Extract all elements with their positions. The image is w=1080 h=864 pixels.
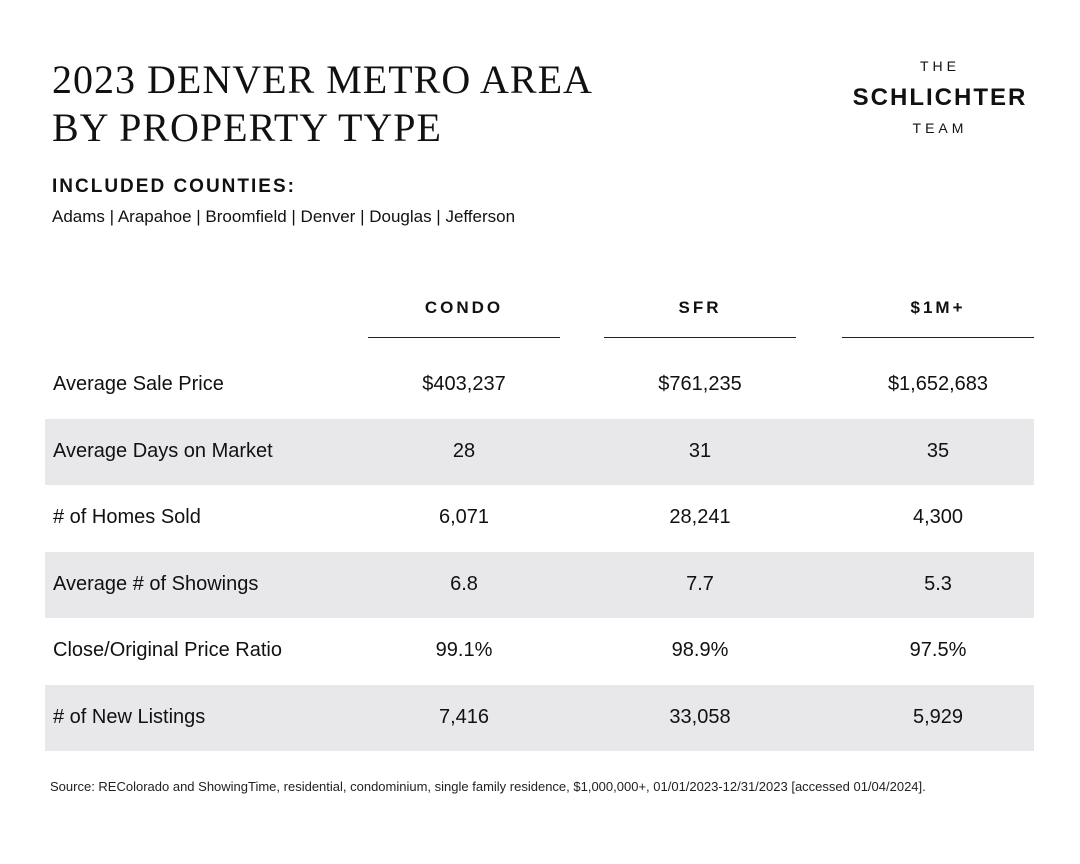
title-line-1: 2023 DENVER METRO AREA xyxy=(52,57,593,102)
table-cell: 7.7 xyxy=(686,573,714,595)
table-row xyxy=(45,419,1034,485)
table-cell: $403,237 xyxy=(422,373,506,395)
row-label: Average # of Showings xyxy=(53,573,259,595)
table-row xyxy=(45,618,1034,684)
table-cell: 97.5% xyxy=(909,639,967,661)
logo-line-2: SCHLICHTER xyxy=(852,84,1028,111)
row-label: # of New Listings xyxy=(53,706,206,728)
column-header: SFR xyxy=(678,298,722,317)
title-line-2: BY PROPERTY TYPE xyxy=(52,105,442,150)
column-rule xyxy=(842,337,1034,338)
table-cell: 5,929 xyxy=(912,706,964,728)
logo-line-1: THE xyxy=(920,58,960,74)
counties-heading: INCLUDED COUNTIES: xyxy=(52,176,296,197)
table-cell: $761,235 xyxy=(658,373,742,395)
column-header: $1M+ xyxy=(910,298,966,317)
column-rule xyxy=(604,337,796,338)
table-row xyxy=(45,352,1034,418)
table-row xyxy=(45,685,1034,751)
table-cell: $1,652,683 xyxy=(887,373,989,395)
column-header: CONDO xyxy=(424,298,504,317)
table-cell: 28 xyxy=(452,440,476,462)
table-cell: 33,058 xyxy=(669,706,731,728)
table-row xyxy=(45,552,1034,618)
table-cell: 98.9% xyxy=(671,639,729,661)
table-cell: 7,416 xyxy=(438,706,490,728)
table-cell: 35 xyxy=(926,440,950,462)
row-label: Average Sale Price xyxy=(53,373,224,395)
table-cell: 6,071 xyxy=(438,506,490,528)
table-row xyxy=(45,485,1034,551)
table-cell: 99.1% xyxy=(435,639,493,661)
team-logo xyxy=(830,58,1050,136)
table-cell: 5.3 xyxy=(924,573,952,595)
table-cell: 31 xyxy=(688,440,712,462)
row-label: Average Days on Market xyxy=(53,440,273,462)
column-rule xyxy=(368,337,560,338)
table-cell: 6.8 xyxy=(450,573,478,595)
source-note: Source: REColorado and ShowingTime, residential, condominium, single family residence, $1,000,000+, 01/01/2023-12/31/2023 [accessed 01/04/2024]. xyxy=(50,779,926,794)
logo-line-3: TEAM xyxy=(912,120,968,136)
counties-list: Adams | Arapahoe | Broomfield | Denver | Douglas | Jefferson xyxy=(52,207,516,226)
row-label: # of Homes Sold xyxy=(53,506,201,528)
table-cell: 4,300 xyxy=(912,506,964,528)
page-title xyxy=(52,56,672,152)
row-label: Close/Original Price Ratio xyxy=(53,639,282,661)
table-cell: 28,241 xyxy=(669,506,731,528)
